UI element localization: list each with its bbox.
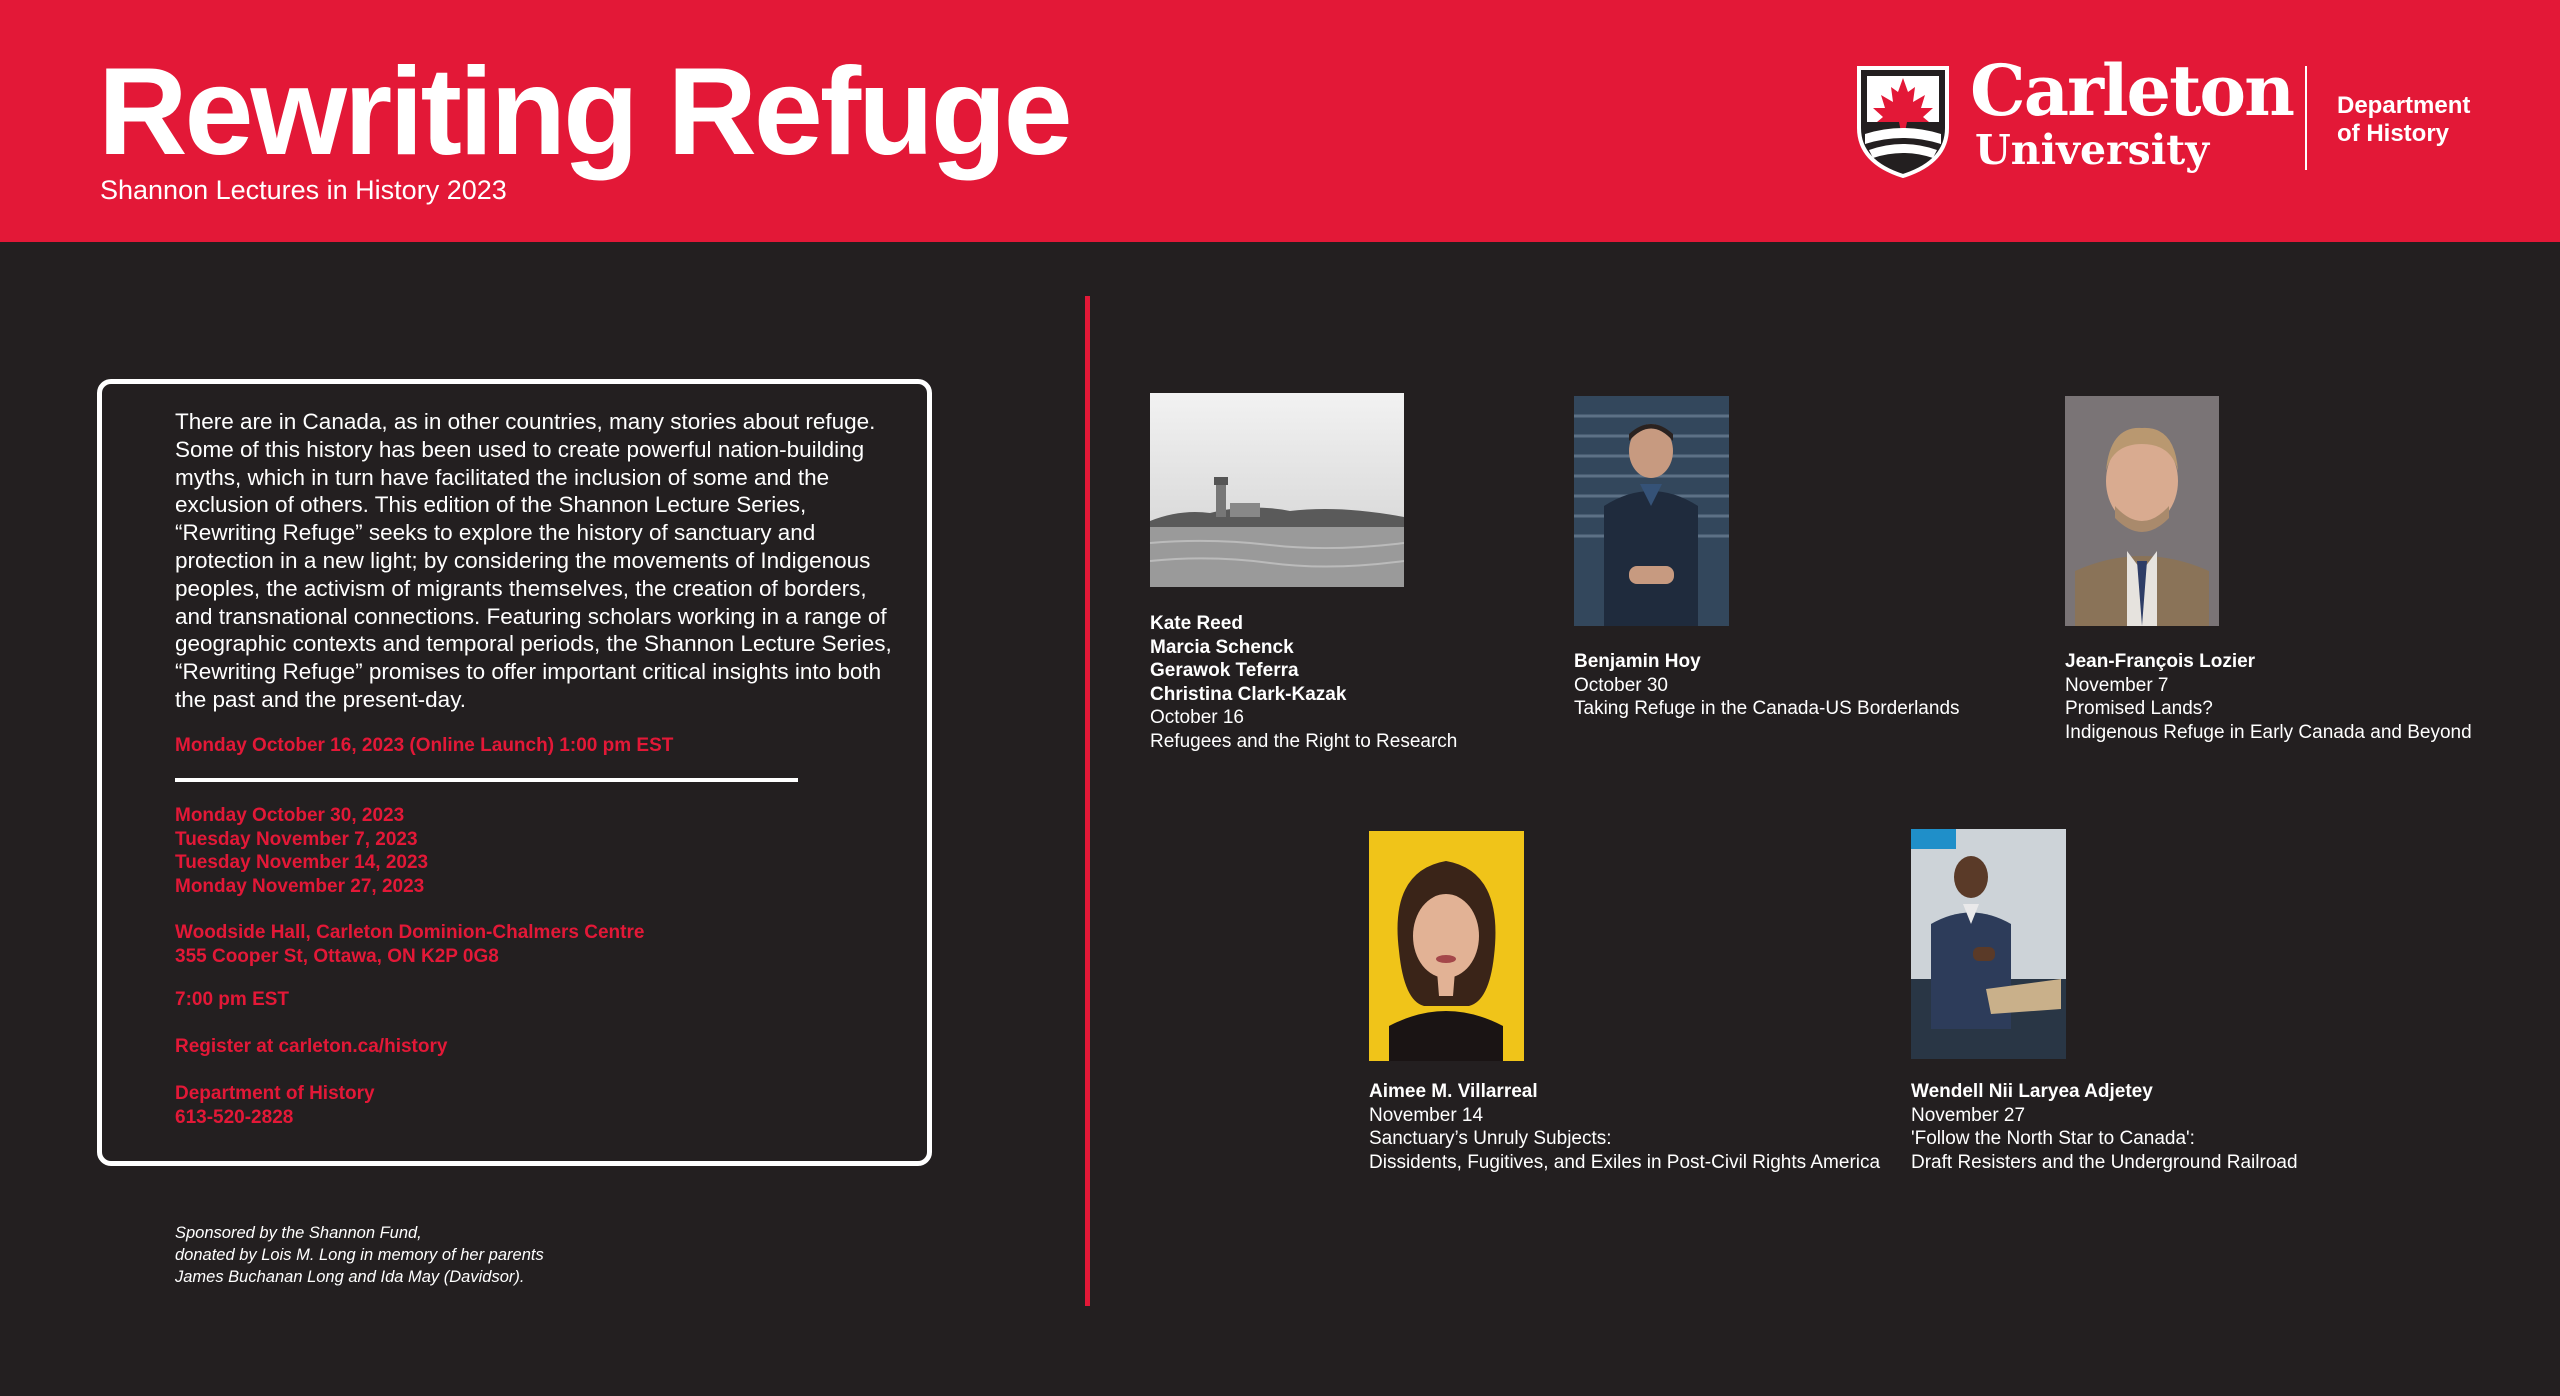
talk-title: Taking Refuge in the Canada-US Borderlands xyxy=(1574,698,1960,719)
page-subtitle: Shannon Lectures in History 2023 xyxy=(100,175,507,205)
department-label-line2: of History xyxy=(2337,120,2450,147)
intro-paragraph: There are in Canada, as in other countries, many stories about refuge. Some of this history has been used to create powerful nation-building myths, which in turn have facilitated the inclusion of some and the exclusion of others. This edition of the Shannon Lecture Series, “Rewriting Refuge” seeks to explore the history of sanctuary and protection in a new light; by considering the movements of Indigenous peoples, the activism of migrants themselves, the creation of borders, and transnational connections. Featuring scholars working in a range of geographic contexts and temporal periods, the Shannon Lecture Series, “Rewriting Refuge” promises to offer important critical insights into both the past and the present-day. xyxy=(175,409,892,712)
department-label-line1: Department xyxy=(2337,92,2471,119)
talk-subtitle: Dissidents, Fugitives, and Exiles in Post-Civil Rights America xyxy=(1369,1151,1881,1173)
speaker-name: Christina Clark-Kazak xyxy=(1150,683,1347,705)
speaker-card-2 xyxy=(1574,650,1960,721)
contact-phone[interactable]: 613-520-2828 xyxy=(175,1106,294,1128)
sponsor-note xyxy=(175,1222,544,1288)
speaker-date: November 14 xyxy=(1369,1104,1484,1126)
lecture-date: Monday October 30, 2023 xyxy=(175,805,405,826)
logo-wordmark-university: University xyxy=(1975,126,2210,174)
venue-name: Woodside Hall, Carleton Dominion-Chalmers Centre xyxy=(175,922,645,943)
online-launch-date: Monday October 16, 2023 (Online Launch) 1:00 pm EST xyxy=(175,735,674,756)
talk-title: 'Follow the North Star to Canada': xyxy=(1911,1128,2195,1149)
speaker-name: Benjamin Hoy xyxy=(1574,651,1701,672)
speaker-photo-aimee-villarreal xyxy=(1369,831,1524,1061)
maple-leaf-shield-icon xyxy=(1855,62,1951,178)
speaker-card-4 xyxy=(1369,1080,1880,1174)
speaker-name: Aimee M. Villarreal xyxy=(1369,1081,1538,1102)
sponsor-line: Sponsored by the Shannon Fund, xyxy=(175,1224,422,1242)
speaker-photo-wendell-adjetey xyxy=(1911,829,2066,1059)
page-title: Rewriting Refuge xyxy=(98,43,1070,181)
carleton-logo[interactable] xyxy=(1855,49,2293,187)
lighthouse-photo xyxy=(1150,393,1404,587)
venue-address: 355 Cooper St, Ottawa, ON K2P 0G8 xyxy=(175,945,499,967)
speaker-name: Kate Reed xyxy=(1150,613,1243,634)
lecture-time: 7:00 pm EST xyxy=(175,989,290,1010)
speaker-date: October 30 xyxy=(1574,674,1668,696)
speaker-date: November 27 xyxy=(1911,1104,2026,1126)
speaker-date: October 16 xyxy=(1150,707,1244,728)
speaker-name: Gerawok Teferra xyxy=(1150,660,1299,681)
logo-wordmark-carleton: Carleton xyxy=(1970,49,2293,132)
speaker-card-1 xyxy=(1150,612,1457,753)
sponsor-line: James Buchanan Long and Ida May (Davidsor). xyxy=(175,1268,525,1286)
lecture-dates xyxy=(175,804,428,898)
talk-title: Sanctuary’s Unruly Subjects: xyxy=(1369,1128,1612,1149)
speaker-photo-jean-francois-lozier xyxy=(2065,396,2219,626)
talk-subtitle: Draft Resisters and the Underground Railroad xyxy=(1911,1151,2298,1173)
lecture-date: Tuesday November 14, 2023 xyxy=(175,852,429,873)
venue xyxy=(175,921,644,968)
talk-title: Refugees and the Right to Research xyxy=(1150,730,1458,752)
speaker-card-3 xyxy=(2065,650,2472,744)
lecture-date: Tuesday November 7, 2023 xyxy=(175,828,418,850)
contact-info xyxy=(175,1082,375,1129)
talk-title: Promised Lands? xyxy=(2065,698,2213,719)
logo-divider xyxy=(2305,66,2307,170)
contact-department: Department of History xyxy=(175,1083,375,1104)
info-divider xyxy=(175,778,798,782)
register-link[interactable]: Register at carleton.ca/history xyxy=(175,1036,448,1057)
speaker-photo-benjamin-hoy xyxy=(1574,396,1729,626)
talk-subtitle: Indigenous Refuge in Early Canada and Beyond xyxy=(2065,721,2472,743)
lecture-date: Monday November 27, 2023 xyxy=(175,875,425,897)
header-banner xyxy=(0,0,2560,242)
speaker-card-5 xyxy=(1911,1080,2298,1174)
vertical-divider xyxy=(1085,296,1090,1306)
sponsor-line: donated by Lois M. Long in memory of her parents xyxy=(175,1246,544,1264)
speaker-name: Marcia Schenck xyxy=(1150,636,1294,658)
speaker-name: Wendell Nii Laryea Adjetey xyxy=(1911,1081,2153,1102)
speaker-date: November 7 xyxy=(2065,674,2169,696)
speaker-name: Jean-François Lozier xyxy=(2065,651,2256,672)
